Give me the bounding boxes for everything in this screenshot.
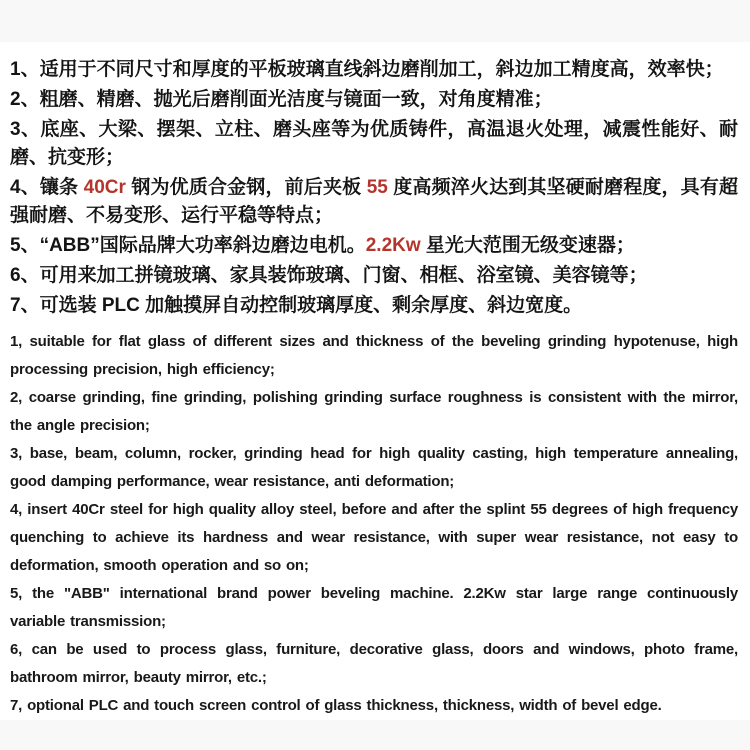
highlighted-spec-value: 55: [366, 177, 388, 198]
chinese-feature-item-7: [10, 292, 738, 320]
english-feature-item-1: [10, 328, 743, 384]
chinese-feature-item-4: [10, 174, 738, 230]
english-feature-item-7: [10, 692, 738, 720]
english-feature-item-2: [10, 384, 743, 440]
english-feature-item-5: [10, 580, 743, 636]
feature-text: 5、“ABB”国际品牌大功率斜边磨边电机。: [10, 235, 366, 256]
highlighted-spec-value: 40Cr: [83, 177, 126, 198]
chinese-feature-item-3: [10, 116, 738, 172]
feature-text: 1, suitable for flat glass of different sizes and thickness of the beveling grinding hypotenuse, high processing precision, high efficiency;: [10, 333, 743, 378]
feature-text: 5, the "ABB" international brand power beveling machine. 2.2Kw star large range continuously variable transmission;: [10, 585, 743, 630]
feature-text: 1、适用于不同尺寸和厚度的平板玻璃直线斜边磨削加工，斜边加工精度高，效率快；: [10, 59, 724, 80]
chinese-feature-item-1: [10, 56, 738, 84]
feature-text: 星光大范围无级变速器；: [420, 235, 635, 256]
chinese-feature-list: [10, 56, 738, 320]
feature-text: 6、可用来加工拼镜玻璃、家具装饰玻璃、门窗、相框、浴室镜、美容镜等；: [10, 265, 648, 286]
english-feature-item-6: [10, 636, 743, 692]
page-bottom-margin-band: [0, 720, 750, 750]
feature-text: 3, base, beam, column, rocker, grinding head for high quality casting, high temperature annealing, good damping performance, wear resistance, anti deformation;: [10, 445, 743, 490]
english-feature-list: [10, 328, 743, 720]
english-feature-item-4: [10, 496, 743, 580]
feature-text: 钢为优质合金钢，前后夹板: [125, 177, 367, 198]
product-description-document: [10, 56, 743, 720]
feature-text: 2、粗磨、精磨、抛光后磨削面光洁度与镜面一致，对角度精准；: [10, 89, 553, 110]
chinese-feature-item-6: [10, 262, 738, 290]
feature-text: 2, coarse grinding, fine grinding, polishing grinding surface roughness is consistent with the mirror, the angle precision;: [10, 389, 743, 434]
chinese-feature-item-2: [10, 86, 738, 114]
highlighted-spec-value: 2.2Kw: [365, 235, 421, 256]
feature-text: 度高频淬火达到其坚硬耐磨程度，具有超强耐磨、不易变形、运行平稳等特点；: [10, 177, 738, 226]
feature-text: 4、镶条: [10, 177, 84, 198]
feature-text: 6, can be used to process glass, furniture, decorative glass, doors and windows, photo frame, bathroom mirror, beauty mirror, etc.;: [10, 641, 743, 686]
feature-text: 7, optional PLC and touch screen control of glass thickness, thickness, width of bevel edge.: [10, 697, 662, 714]
chinese-feature-item-5: [10, 232, 738, 260]
feature-text: 7、可选装 PLC 加触摸屏自动控制玻璃厚度、剩余厚度、斜边宽度。: [10, 295, 583, 316]
feature-text: 4, insert 40Cr steel for high quality alloy steel, before and after the splint 55 degrees of high frequency quenching to achieve its hardness and wear resistance, with super wear resistance, not easy to deformation, smooth operation and so on;: [10, 501, 743, 574]
page-top-margin-band: [0, 0, 750, 42]
english-feature-item-3: [10, 440, 743, 496]
feature-text: 3、底座、大梁、摆架、立柱、磨头座等为优质铸件，高温退火处理，减震性能好、耐磨、抗变形；: [10, 119, 738, 168]
